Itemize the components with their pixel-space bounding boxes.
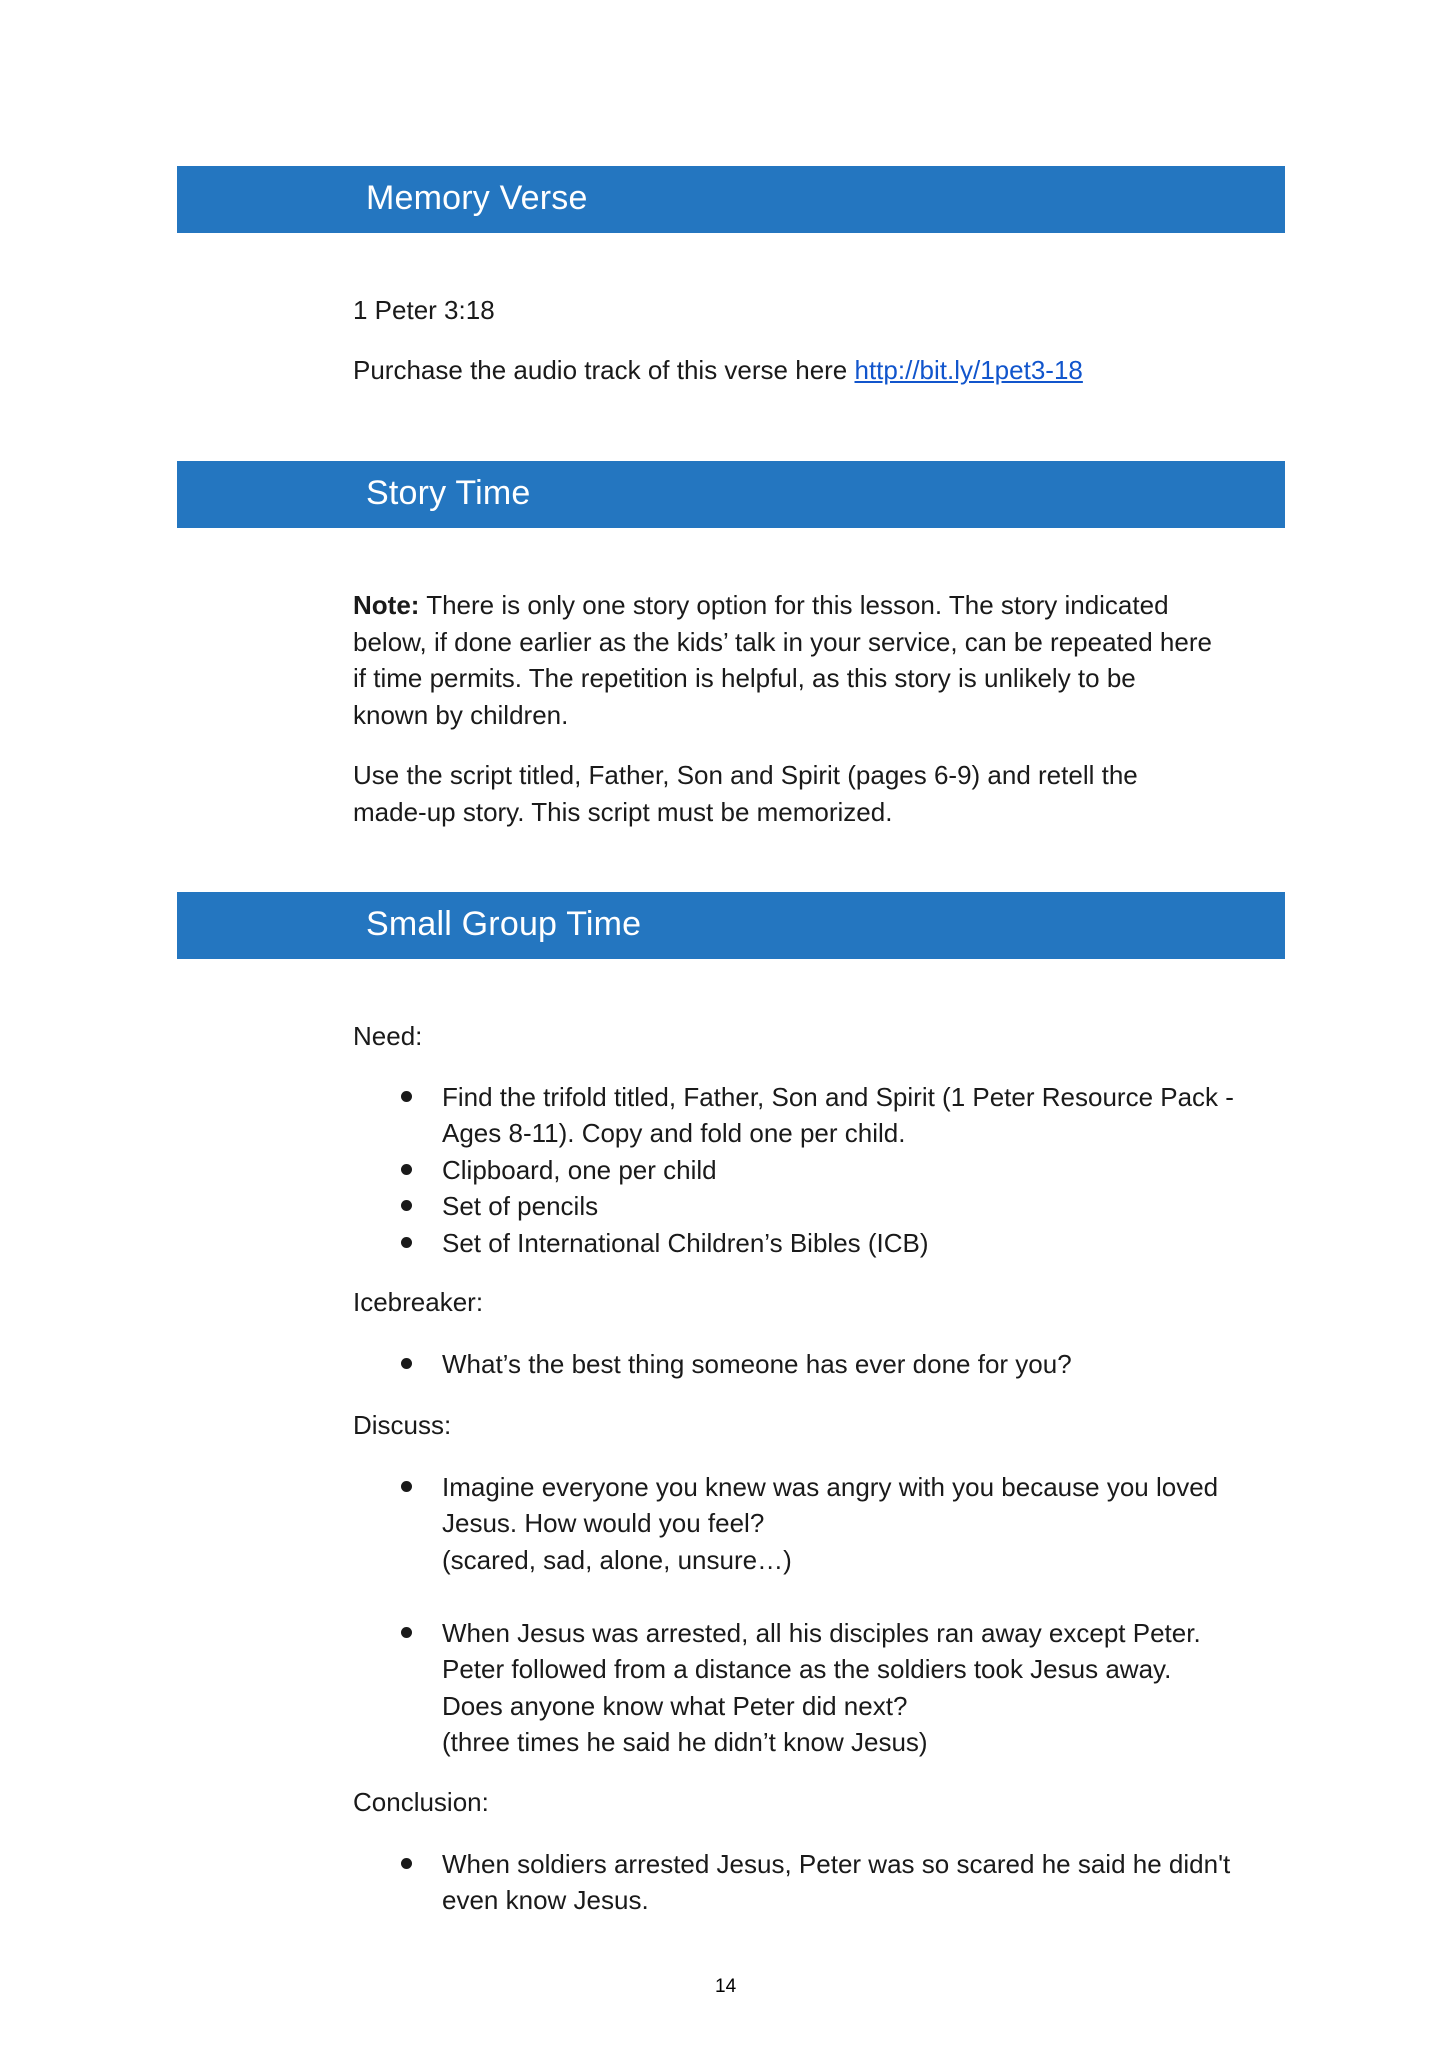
audio-track-link[interactable]: http://bit.ly/1pet3-18	[854, 355, 1083, 385]
list-item: What’s the best thing someone has ever done for you?	[442, 1349, 1072, 1379]
section-header-story-time	[177, 461, 1285, 528]
note-line: known by children.	[353, 700, 569, 730]
list-item-cont: Ages 8-11). Copy and fold one per child.	[442, 1118, 906, 1148]
bullet-icon	[401, 1200, 412, 1211]
bullet-icon	[401, 1164, 412, 1175]
conclusion-label: Conclusion:	[353, 1787, 489, 1817]
section-title: Story Time	[366, 474, 531, 512]
verse-reference: 1 Peter 3:18	[353, 295, 495, 325]
need-label: Need:	[353, 1021, 423, 1051]
page-number: 14	[715, 1976, 737, 1997]
section-title: Memory Verse	[366, 179, 588, 217]
section-header-memory-verse	[177, 166, 1285, 233]
list-item: When soldiers arrested Jesus, Peter was so scared he said he didn't	[442, 1849, 1231, 1879]
purchase-line	[353, 352, 1083, 389]
note-label: Note:	[353, 590, 420, 620]
icebreaker-label: Icebreaker:	[353, 1287, 484, 1317]
note-line: Note: There is only one story option for this lesson. The story indicated	[353, 590, 1169, 620]
note-line: below, if done earlier as the kids’ talk in your service, can be repeated here	[353, 627, 1212, 657]
list-item: Clipboard, one per child	[442, 1155, 717, 1185]
bullet-icon	[401, 1358, 412, 1369]
list-item-cont: (three times he said he didn’t know Jesus)	[442, 1727, 928, 1757]
section-header-small-group-time	[177, 892, 1285, 959]
list-item: When Jesus was arrested, all his disciples ran away except Peter.	[442, 1618, 1201, 1648]
bullet-icon	[401, 1627, 412, 1638]
note-line: if time permits. The repetition is helpful, as this story is unlikely to be	[353, 663, 1136, 693]
script-line: Use the script titled, Father, Son and Spirit (pages 6-9) and retell the	[353, 760, 1138, 790]
script-line: made-up story. This script must be memorized.	[353, 797, 893, 827]
discuss-label: Discuss:	[353, 1410, 452, 1440]
list-item-cont: Does anyone know what Peter did next?	[442, 1691, 908, 1721]
list-item: Find the trifold titled, Father, Son and Spirit (1 Peter Resource Pack -	[442, 1082, 1234, 1112]
purchase-text: Purchase the audio track of this verse here	[353, 355, 855, 385]
list-item: Set of International Children’s Bibles (ICB)	[442, 1228, 929, 1258]
list-item-cont: even know Jesus.	[442, 1885, 649, 1915]
list-item-cont: Jesus. How would you feel?	[442, 1508, 765, 1538]
bullet-icon	[401, 1237, 412, 1248]
section-title: Small Group Time	[366, 905, 642, 943]
list-item: Set of pencils	[442, 1191, 599, 1221]
bullet-icon	[401, 1091, 412, 1102]
bullet-icon	[401, 1481, 412, 1492]
list-item-cont: (scared, sad, alone, unsure…)	[442, 1545, 792, 1575]
bullet-icon	[401, 1858, 412, 1869]
list-item: Imagine everyone you knew was angry with you because you loved	[442, 1472, 1219, 1502]
list-item-cont: Peter followed from a distance as the soldiers took Jesus away.	[442, 1654, 1172, 1684]
